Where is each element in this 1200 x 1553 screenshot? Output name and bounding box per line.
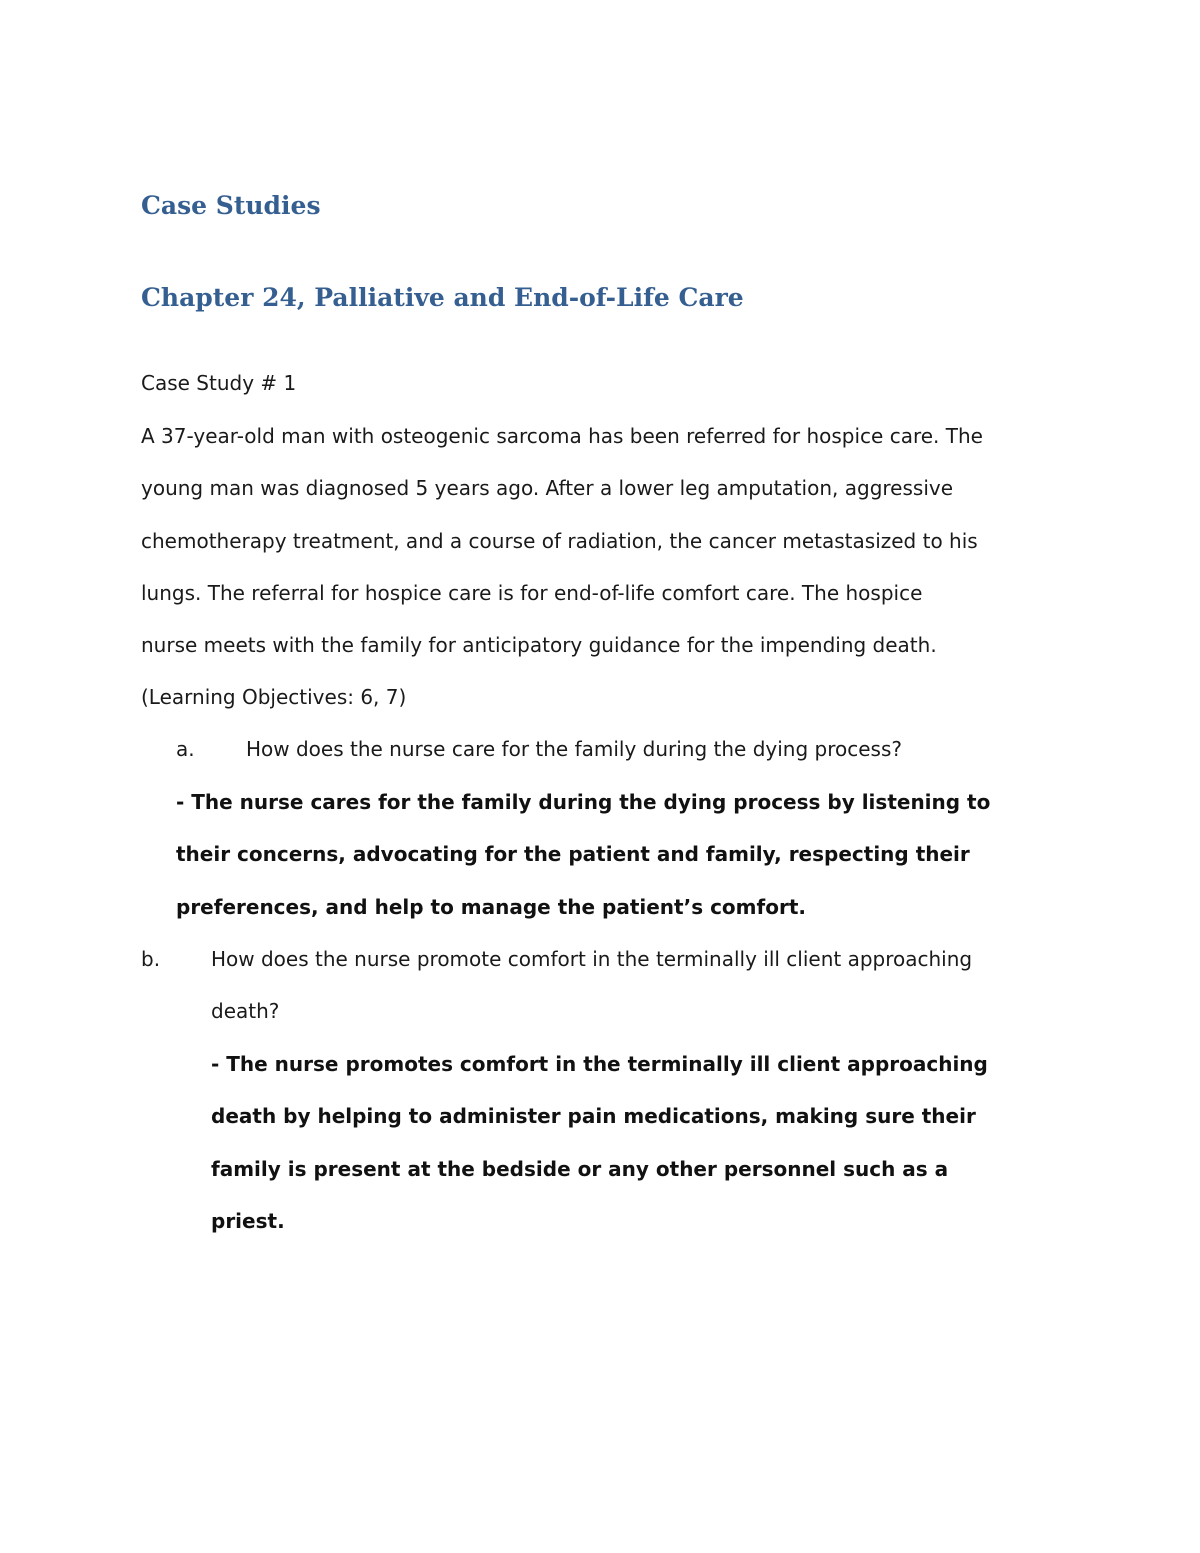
- question-a-answer: [176, 776, 1066, 933]
- answer-line: priest.: [211, 1208, 285, 1233]
- paragraph-line: nurse meets with the family for anticipatory guidance for the impending death.: [141, 633, 937, 658]
- paragraph-line: lungs. The referral for hospice care is for end-of-life comfort care. The hospice: [141, 580, 923, 605]
- paragraph-line: young man was diagnosed 5 years ago. After a lower leg amputation, aggressive: [141, 476, 954, 501]
- answer-line: preferences, and help to manage the patient’s comfort.: [176, 894, 806, 919]
- answer-line: their concerns, advocating for the patient and family, respecting their: [176, 842, 970, 867]
- question-line: death?: [211, 999, 280, 1024]
- question-line: How does the nurse promote comfort in the terminally ill client approaching: [211, 947, 973, 971]
- chapter-heading: Chapter 24, Palliative and End-of-Life Care: [141, 283, 744, 312]
- answer-line: - The nurse cares for the family during the dying process by listening to: [176, 790, 991, 814]
- document-title: Case Studies: [141, 191, 321, 220]
- question-a-text: How does the nurse care for the family during the dying process?: [246, 737, 903, 761]
- answer-line: - The nurse promotes comfort in the terminally ill client approaching: [211, 1052, 988, 1076]
- case-study-paragraph: [141, 410, 1071, 724]
- paragraph-line: chemotherapy treatment, and a course of radiation, the cancer metastasized to his: [141, 528, 978, 553]
- question-b-answer: [211, 1038, 1071, 1247]
- answer-line: family is present at the bedside or any other personnel such as a: [211, 1156, 949, 1181]
- answer-line: death by helping to administer pain medications, making sure their: [211, 1104, 976, 1129]
- paragraph-line: (Learning Objectives: 6, 7): [141, 685, 407, 710]
- case-study-label: Case Study # 1: [141, 371, 297, 395]
- question-b-marker: b.: [141, 947, 161, 971]
- question-a-marker: a.: [176, 737, 195, 761]
- paragraph-line: A 37-year-old man with osteogenic sarcoma has been referred for hospice care. The: [141, 424, 983, 448]
- question-b-text: [211, 933, 1071, 1038]
